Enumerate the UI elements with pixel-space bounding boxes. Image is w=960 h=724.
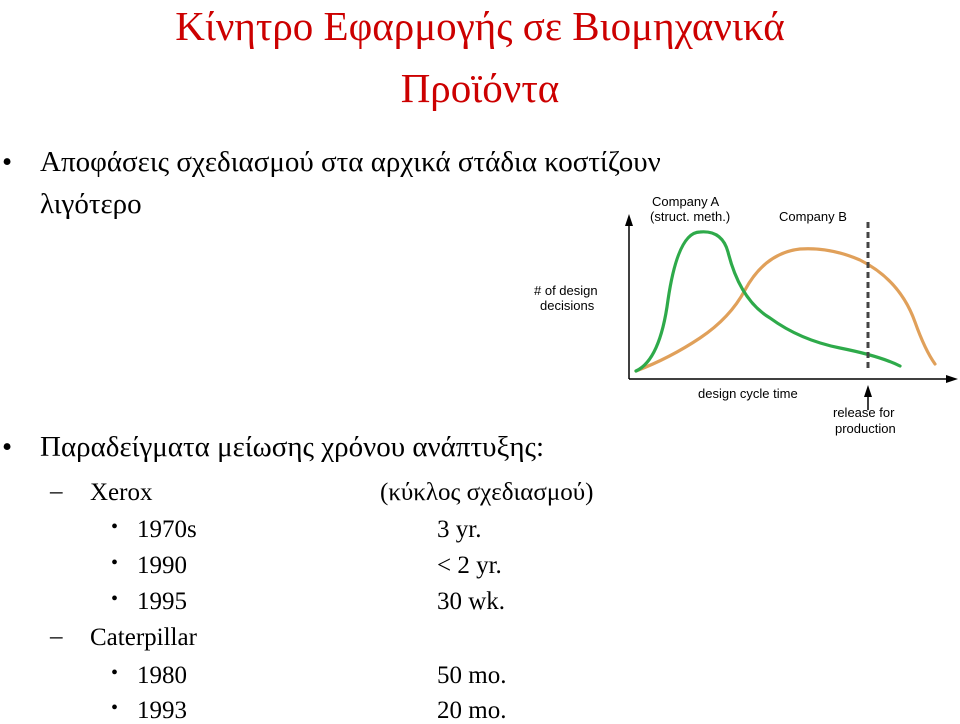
xerox-row-1-year: 1970s [137, 516, 197, 543]
bullet-dot-icon: • [111, 662, 119, 684]
x-axis-arrow-icon [946, 375, 958, 383]
xerox-row-3 [111, 588, 187, 615]
bullet-early-decisions-line2: λιγότερο [40, 188, 142, 220]
xerox-row-1-value: 3 yr. [437, 516, 482, 543]
x-axis-label: design cycle time [698, 386, 798, 401]
y-axis-label-line2: decisions [540, 298, 595, 313]
y-axis-label-line1: # of design [534, 283, 598, 298]
xerox-row-2-year: 1990 [137, 552, 187, 579]
company-a-curve [636, 232, 900, 371]
company-a-label-line2: (struct. meth.) [650, 209, 731, 224]
xerox-row-3-value: 30 wk. [437, 588, 506, 615]
caterpillar-name: Caterpillar [90, 624, 197, 651]
company-b-label: Company B [779, 209, 847, 224]
bullet-dot-icon: • [2, 146, 13, 178]
bullet-dot-icon: • [111, 588, 119, 610]
release-label-line1: release for [833, 405, 895, 420]
xerox-heading [50, 478, 153, 506]
caterpillar-row-2-value: 20 mo. [437, 697, 507, 724]
xerox-name: Xerox [90, 479, 153, 506]
xerox-row-2-value: < 2 yr. [437, 552, 502, 579]
xerox-row-1 [111, 516, 197, 543]
bullet-dot-icon: • [111, 516, 119, 538]
design-cycle-header: (κύκλος σχεδιασμού) [380, 479, 594, 506]
slide-title-line1: Κίνητρο Εφαρμογής σε Βιομηχανικά [175, 3, 785, 49]
y-axis-arrow-icon [625, 214, 633, 226]
bullet-dev-time-examples-label: Παραδείγματα μείωσης χρόνου ανάπτυξης: [40, 431, 545, 463]
dash-icon: – [50, 478, 63, 505]
xerox-row-3-year: 1995 [137, 588, 187, 615]
bullet-dot-icon: • [111, 552, 119, 574]
bullet-early-decisions [2, 146, 661, 178]
caterpillar-heading [50, 623, 197, 651]
bullet-dot-icon: • [2, 431, 13, 463]
caterpillar-row-1-value: 50 mo. [437, 662, 507, 689]
bullet-dot-icon: • [111, 697, 119, 719]
caterpillar-row-2 [111, 697, 187, 724]
dash-icon: – [50, 623, 63, 650]
release-arrow-icon [864, 385, 872, 397]
caterpillar-row-2-year: 1993 [137, 697, 187, 724]
caterpillar-row-1 [111, 662, 187, 689]
bullet-dev-time-examples [2, 431, 545, 463]
caterpillar-row-1-year: 1980 [137, 662, 187, 689]
xerox-row-2 [111, 552, 187, 579]
company-a-label-line1: Company A [652, 194, 720, 209]
company-b-curve [636, 249, 935, 371]
release-label-line2: production [835, 421, 896, 436]
bullet-early-decisions-line1: Αποφάσεις σχεδιασμού στα αρχικά στάδια κοστίζουν [40, 146, 661, 178]
slide-title-line2: Προϊόντα [400, 65, 560, 111]
